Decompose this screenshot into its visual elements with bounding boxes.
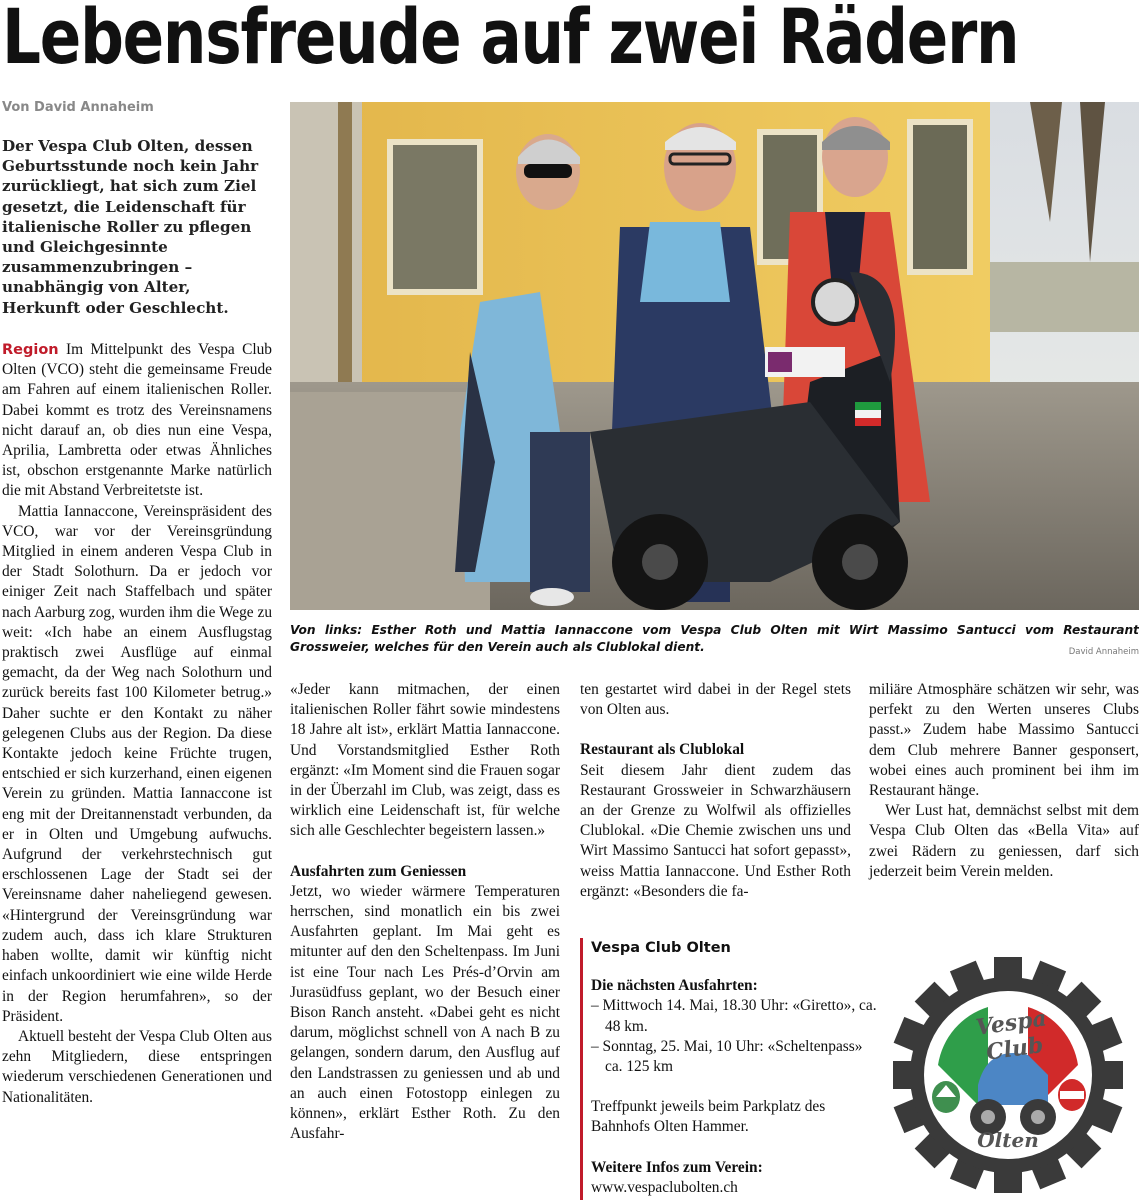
article-photo <box>290 102 1139 610</box>
meeting-point: Treffpunkt jeweils beim Parkplatz des Bahnhofs Olten Hammer. <box>591 1098 826 1136</box>
section-heading-ausfahrten: Ausfahrten zum Geniessen <box>290 862 467 880</box>
column-4 <box>869 680 1139 882</box>
rides-heading: Die nächsten Ausfahrten: <box>591 977 758 995</box>
photo-illustration <box>290 102 1139 610</box>
info-box <box>580 938 880 1200</box>
region-label: Region <box>2 342 59 358</box>
logo-bottom-text: Olten <box>977 1128 1039 1152</box>
lead-paragraph: Der Vespa Club Olten, dessen Geburtsstunde noch kein Jahr zurückliegt, hat sich zum Ziel gesetzt, die Leidenschaft für italienische Roller zu pflegen und Gleichgesinnte zusammenzubringen – unabhängig von Alter, Herkunft oder Geschlecht. <box>2 137 259 317</box>
column-2-paragraph-2: Jetzt, wo wieder wärmere Temperaturen herrschen, sind monatlich ein bis zwei Ausfahrten geplant. Im Mai geht es mitunter auf den den Scheltenpass. Im Juni ist eine Tour nach Les Prés-d’Orvin am Jurasüdfuss geplant, wo der Besuch einer Bison Ranch ansteht. «Dabei geht es nicht darum, möglichst schnell von A nach B zu gelangen, sondern darum, den Ausflug auf den Landstrassen zu geniessen und ab und an auch einen Fotostopp einlegen zu können», erklärt Esther Roth. Zu den Ausfahr- <box>290 882 560 1143</box>
column-3-paragraph-2: Seit diesem Jahr dient zudem das Restaurant Grossweier in Schwarzhäusern an der Grenze zu Wolfwil als offizielles Clublokal. «Die Chemie zwischen uns und Wirt Massimo Santucci hat sofort gepasst», weiss Mattia Iannaccone. Und Esther Roth ergänzt: «Besonders die fa- <box>580 761 851 900</box>
ride-item: – Mittwoch 14. Mai, 18.30 Uhr: «Giretto», ca. 48 km. <box>591 997 877 1035</box>
gear-icon <box>893 950 1123 1200</box>
byline: Von David Annaheim <box>2 100 154 115</box>
logo-top-text: Vespa Club <box>974 1005 1049 1066</box>
column-1-paragraph-1 <box>2 340 272 502</box>
column-3 <box>580 680 851 902</box>
ride-item: – Sonntag, 25. Mai, 10 Uhr: «Scheltenpass» ca. 125 km <box>591 1037 863 1076</box>
column-2-paragraph-1: «Jeder kann mitmachen, der einen italienischen Roller fährt sowie mindestens 18 Jahre alt ist», erklärt Mattia Iannaccone. Und Vorstandsmitglied Esther Roth ergänzt: «Im Moment sind die Frauen sogar in der Überzahl im Club, was zeigt, dass es wirklich eine Leidenschaft ist, für welche sich alle Geschlechter begeistern lassen.» <box>290 681 560 840</box>
section-heading-clublokal: Restaurant als Clublokal <box>580 741 745 759</box>
column-1-paragraph-1-text: Im Mittelpunkt des Vespa Club Olten (VCO) steht die gemeinsame Freude am Fahren auf einem italienischen Roller. Dabei kommt es trotz des Vereinsnamens nicht darauf an, ob dies nun eine Vespa, Aprilia, Lambretta oder etwas Ähnliches ist, obschon erstgenannte Marke natürlich die mit Abstand Verbreitetste ist. <box>2 341 272 500</box>
column-1-paragraph-3: Aktuell besteht der Vespa Club Olten aus zehn Mitgliedern, diese entspringen wiederum verschiedenen Generationen und Nationalitäten. <box>2 1027 272 1106</box>
column-1-paragraph-2: Mattia Iannaccone, Vereinspräsident des VCO, war vor der Vereinsgründung Mitglied in einem anderen Vespa Club in der Stadt Solothurn. Da er jedoch vor einiger Zeit nach Staffelbach und später nach Aarburg zog, wurden ihm die Wege zu weit: «Ich habe an einem Ausflugstag praktisch zwei Ausflüge auf einmal gemacht, da der Weg nach Solothurn und zurück bereits fast 100 Kilometer betrug.» Daher suchte er den Kontakt zu näher gelegenen Clubs aus der Region. Da diese Kontakte jedoch keine Früchte trugen, entschied er sich kurzerhand, einen eigenen Verein zu gründen. Mattia Iannaccone ist eng mit der Dreitannenstadt verbunden, da er in Olten und Umgebung aufwuchs. Aufgrund der verkehrstechnisch gut erschlossenen Lage der Stadt sei der Vereinsname daher naheliegend gewesen. «Hintergrund der Vereinsgründung war zudem auch, dass ich klare Strukturen haben wollte, damit wir künftig nicht einfach unkoordiniert wie eine wilde Herde in der Region herumfahren», so der Präsident. <box>2 502 273 1025</box>
headline: Lebensfreude auf zwei Rädern <box>2 0 1019 81</box>
column-2 <box>290 680 560 1144</box>
photo-credit: David Annaheim <box>1068 647 1139 657</box>
column-3-paragraph-1: ten gestartet wird dabei in der Regel stets von Olten aus. <box>580 681 851 719</box>
club-website-link[interactable]: www.vespaclubolten.ch <box>591 1178 738 1196</box>
club-logo <box>893 950 1123 1200</box>
info-box-title: Vespa Club Olten <box>591 940 731 956</box>
column-1 <box>2 340 272 1108</box>
info-heading: Weitere Infos zum Verein: <box>591 1158 763 1176</box>
column-4-paragraph-1: miliäre Atmosphäre schätzen wir sehr, was perfekt zu den Werten unseres Clubs passt.» Zudem habe Massimo Santucci dem Club mehrere Banner gesponsert, wobei eines auch prominent bei ihm im Restaurant hänge. <box>869 681 1139 800</box>
photo-caption: Von links: Esther Roth und Mattia Iannaccone vom Vespa Club Olten mit Wirt Massimo Santucci vom Restaurant Grossweier, welches für den Verein auch als Clublokal dient. <box>290 623 1139 654</box>
column-4-paragraph-2: Wer Lust hat, demnächst selbst mit dem Vespa Club Olten das «Bella Vita» auf zwei Rädern zu geniessen, darf sich jederzeit beim Verein melden. <box>869 802 1139 880</box>
